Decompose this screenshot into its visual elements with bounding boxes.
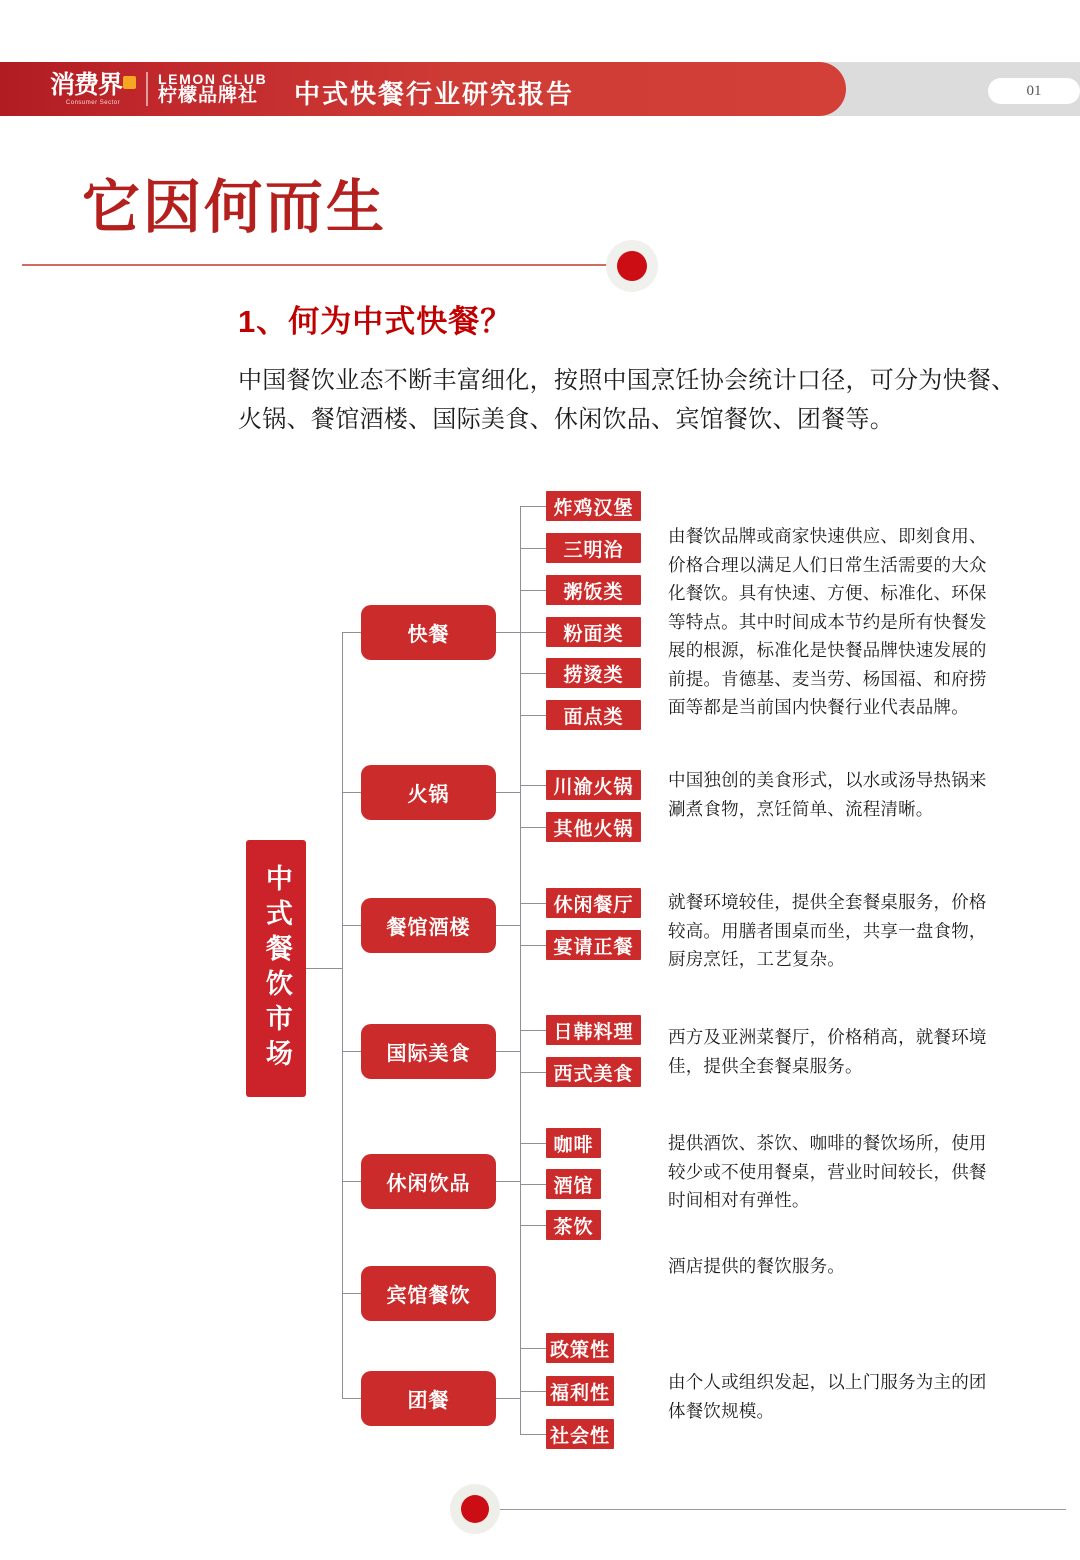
leaf-node xyxy=(546,812,641,842)
leaf-stub xyxy=(520,1225,548,1226)
leaf-label: 酒馆 xyxy=(553,1175,594,1197)
leaf-stub xyxy=(520,715,548,716)
leaf-label: 宴请正餐 xyxy=(553,936,634,958)
leaf-stub xyxy=(520,1072,548,1073)
leaf-stub xyxy=(520,903,548,904)
page-title: 它因何而生 xyxy=(82,175,388,240)
leaf-stub xyxy=(520,1143,548,1144)
logo-cn-subtext: Consumer Sector xyxy=(65,99,121,106)
leaf-node xyxy=(546,1376,614,1406)
category-stub xyxy=(342,925,362,926)
leaf-stub xyxy=(520,945,548,946)
leaf-stub xyxy=(520,1184,548,1185)
category-node-binguancanyin xyxy=(361,1266,496,1321)
tree-root-node xyxy=(246,840,306,1097)
page-number: 01 xyxy=(1026,82,1042,99)
category-leaf-connector xyxy=(496,1398,521,1399)
branch-description: 西方及亚洲菜餐厅，价格稍高，就餐环境佳，提供全套餐桌服务。 xyxy=(668,1027,987,1076)
branch-description: 酒店提供的餐饮服务。 xyxy=(668,1256,845,1276)
category-leaf-connector xyxy=(496,1051,521,1052)
leaf-node xyxy=(546,658,641,688)
category-stub xyxy=(342,1051,362,1052)
category-stub xyxy=(342,1181,362,1182)
leaf-node xyxy=(546,770,641,800)
root-connector xyxy=(306,968,343,969)
leaf-stub xyxy=(520,548,548,549)
leaf-label: 捞烫类 xyxy=(563,664,624,686)
category-label: 休闲饮品 xyxy=(386,1173,471,1195)
leaf-node xyxy=(546,930,641,960)
branch-description: 提供酒饮、茶饮、咖啡的餐饮场所，使用较少或不使用餐桌，营业时间较长，供餐时间相对有弹性。 xyxy=(668,1133,987,1211)
category-node-canguanjiulou xyxy=(361,898,496,953)
report-title: 中式快餐行业研究报告 xyxy=(294,79,575,109)
leaf-label: 川渝火锅 xyxy=(553,776,634,798)
leaf-label: 茶饮 xyxy=(553,1216,594,1238)
logo-zh-text: 柠檬品牌社 xyxy=(158,85,259,107)
leaf-stub xyxy=(520,1391,548,1392)
leaf-label: 其他火锅 xyxy=(553,818,634,840)
leaf-stub xyxy=(520,1434,548,1435)
leaf-label: 咖啡 xyxy=(553,1134,594,1156)
leaf-node xyxy=(546,617,641,647)
logo-cn-text: 消费界 xyxy=(50,70,123,99)
branch-description: 中国独创的美食形式，以水或汤导热锅来涮煮食物，烹饪简单、流程清晰。 xyxy=(668,770,987,819)
leaf-label: 西式美食 xyxy=(553,1063,634,1085)
leaf-node xyxy=(546,1419,614,1449)
category-label: 餐馆酒楼 xyxy=(386,917,471,939)
leaf-node xyxy=(546,575,641,605)
leaf-node xyxy=(546,533,641,563)
leaf-label: 三明治 xyxy=(563,539,624,561)
leaf-label: 社会性 xyxy=(549,1425,610,1447)
category-label: 快餐 xyxy=(407,624,450,646)
leaf-stub xyxy=(520,1030,548,1031)
category-stub xyxy=(342,1398,362,1399)
leaf-label: 粉面类 xyxy=(563,623,624,645)
category-label: 火锅 xyxy=(407,784,450,806)
section-heading: 1、何为中式快餐？ xyxy=(238,304,513,339)
tree-root-label: 中式餐饮市场 xyxy=(261,863,292,1074)
footer-divider-line xyxy=(488,1509,1066,1510)
leaf-label: 政策性 xyxy=(549,1339,610,1361)
leaf-stub xyxy=(520,827,548,828)
footer-dot-icon xyxy=(461,1495,489,1523)
category-leaf-connector xyxy=(496,1181,521,1182)
leaf-stub xyxy=(520,632,548,633)
category-spine xyxy=(342,632,343,1398)
leaf-node xyxy=(546,888,641,918)
leaf-label: 面点类 xyxy=(563,706,624,728)
leaf-node xyxy=(546,1210,601,1240)
category-leaf-connector xyxy=(496,925,521,926)
category-label: 宾馆餐饮 xyxy=(386,1285,471,1307)
category-stub xyxy=(342,792,362,793)
category-node-tuancan xyxy=(361,1371,496,1426)
leaf-stub xyxy=(520,1348,548,1349)
logo-en-text: LEMON CLUB xyxy=(158,70,268,87)
section-paragraph: 中国餐饮业态不断丰富细化，按照中国烹饪协会统计口径，可分为快餐、火锅、餐馆酒楼、国际美食、休闲饮品、宾馆餐饮、团餐等。 xyxy=(238,367,1016,433)
category-leaf-connector xyxy=(496,632,521,633)
category-node-xiuxianyinpin xyxy=(361,1154,496,1209)
leaf-node xyxy=(546,1169,601,1199)
branch-description: 由个人或组织发起，以上门服务为主的团体餐饮规模。 xyxy=(668,1372,987,1421)
category-node-guojimeishi xyxy=(361,1024,496,1079)
leaf-node xyxy=(546,1333,614,1363)
branch-description: 就餐环境较佳，提供全套餐桌服务，价格较高。用膳者围桌而坐，共享一盘食物，厨房烹饪，工艺复杂。 xyxy=(668,892,987,970)
leaf-stub xyxy=(520,506,548,507)
leaf-node xyxy=(546,1057,641,1087)
leaf-label: 日韩料理 xyxy=(553,1021,634,1043)
leaf-node xyxy=(546,1015,641,1045)
branch-description: 由餐饮品牌或商家快速供应、即刻食用、价格合理以满足人们日常生活需要的大众化餐饮。具有快速、方便、标准化、环保等特点。其中时间成本节约是所有快餐发展的根源，标准化是快餐品牌快速发展的前提。肯德基、麦当劳、杨国福、和府捞面等都是当前国内快餐行业代表品牌。 xyxy=(668,526,987,718)
category-label: 团餐 xyxy=(407,1390,450,1412)
leaf-label: 炸鸡汉堡 xyxy=(553,497,634,519)
category-leaf-connector xyxy=(496,792,521,793)
leaf-label: 福利性 xyxy=(549,1382,610,1404)
category-stub xyxy=(342,1293,362,1294)
category-stub xyxy=(342,632,362,633)
leaf-stub xyxy=(520,590,548,591)
leaf-stub xyxy=(520,785,548,786)
leaf-node xyxy=(546,491,641,521)
category-node-huoguo xyxy=(361,765,496,820)
leaf-spine xyxy=(520,506,521,1434)
leaf-label: 休闲餐厅 xyxy=(553,894,634,916)
category-node-kuaican xyxy=(361,605,496,660)
leaf-stub xyxy=(520,673,548,674)
leaf-node xyxy=(546,1128,601,1158)
leaf-node xyxy=(546,700,641,730)
leaf-label: 粥饭类 xyxy=(563,581,624,603)
category-label: 国际美食 xyxy=(386,1043,471,1065)
